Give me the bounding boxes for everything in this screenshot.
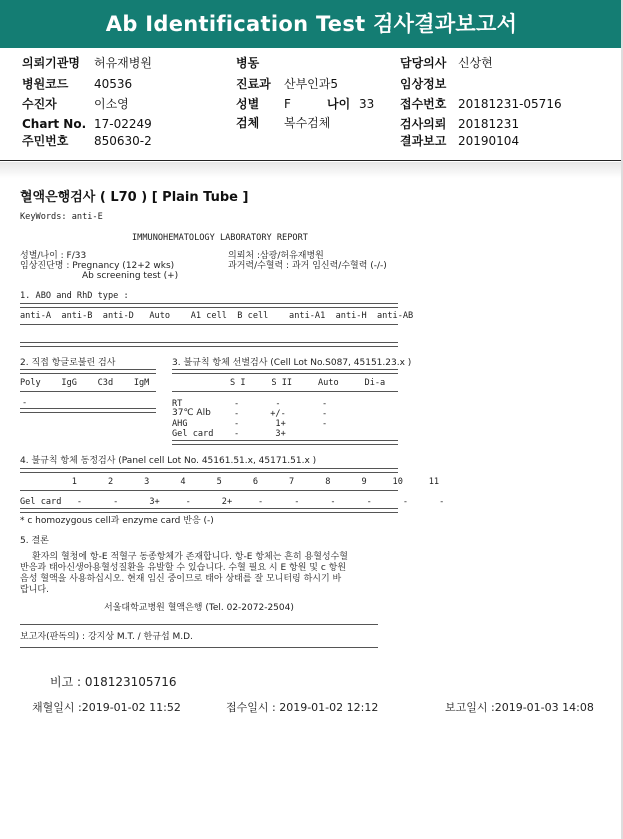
chart-label: Chart No. [22, 117, 87, 131]
screen-row-values: - +/- - [234, 409, 328, 419]
code-row [22, 77, 132, 91]
request-value: 20181231 [458, 117, 520, 131]
rrn-value: 850630-2 [94, 134, 152, 148]
receipt-value: 20181231-05716 [458, 97, 562, 111]
dat-bottom-rule [20, 408, 156, 413]
screen-row-label: RT [172, 399, 183, 409]
dept-label: 진료과 [236, 77, 271, 91]
panel-row: Gel card - - 3+ - 2+ - - - - - - [20, 497, 445, 507]
conclusion-line: 음성 혈액을 사용하십시오. 현재 임신 중이므로 태아 상태를 잘 모니터링 하시기 바 [20, 574, 342, 584]
hospital-value: 허유재병원 [94, 56, 152, 70]
chart-value: 17-02249 [94, 117, 152, 131]
request-label: 검사의뢰 [400, 117, 447, 131]
dat-header: Poly IgG C3d IgM [20, 378, 150, 388]
specimen-label: 검체 [236, 116, 260, 130]
screen-row-values: - 1+ - [234, 419, 328, 429]
dat-top-rule [20, 369, 156, 374]
diagnosis-text: 임상진단명 : Pregnancy (12+2 wks) [20, 261, 175, 271]
panel-mid-rule [20, 490, 398, 491]
rrn-label: 주민번호 [22, 134, 69, 148]
ward-row [236, 56, 284, 70]
header-divider [0, 160, 623, 161]
screen-row-values: - - - [234, 399, 328, 409]
rrn-row [22, 134, 152, 148]
dept-value: 산부인과5 [284, 77, 339, 91]
report-date-value: 20190104 [458, 134, 520, 148]
report-date-label: 결과보고 [400, 134, 447, 148]
screen-mid-rule [172, 391, 398, 392]
specimen-value: 복수검체 [284, 116, 331, 130]
screen-title: 3. 불규칙 항체 선별검사 (Cell Lot No.S087, 45151.23.x ) [172, 358, 412, 368]
abo-header: anti-A anti-B anti-D Auto A1 cell B cell anti-A1 anti-H anti-AB [20, 311, 414, 321]
code-label: 병원코드 [22, 77, 69, 91]
age-value: 33 [359, 97, 375, 111]
collector-label: 수진자 [22, 97, 57, 111]
receipt-label: 접수번호 [400, 97, 447, 111]
report-date-row [400, 134, 519, 148]
doctor-row [400, 56, 493, 70]
ab-screen-text: Ab screening test (+) [82, 271, 179, 281]
reported-time: 보고일시 :2019-01-03 14:08 [445, 701, 594, 714]
conclusion-line: 랍니다. [20, 585, 49, 595]
sex-age-row [236, 97, 374, 111]
sex-age-text: 성별/나이 : F/33 [20, 251, 87, 261]
code-value: 40536 [94, 77, 133, 91]
doctor-value: 신상현 [458, 56, 493, 70]
ward-label: 병동 [236, 56, 260, 70]
section-title: 혈액은행검사 ( L70 ) [ Plain Tube ] [20, 190, 249, 205]
sex-value: F [284, 97, 291, 111]
receipt-row [400, 97, 562, 111]
screen-row-label: AHG [172, 419, 188, 429]
blood-bank: 서울대학교병원 혈액은행 (Tel. 02-2072-2504) [104, 603, 294, 613]
screen-header: S I S II Auto Di-a [230, 378, 386, 388]
panel-top-rule [20, 468, 398, 473]
conclusion-title: 5. 결론 [20, 536, 49, 546]
dat-values: - [22, 398, 28, 408]
lab-title: IMMUNOHEMATOLOGY LABORATORY REPORT [132, 233, 308, 243]
history-text: 과거력/수혈력 : 과거 임신력/수혈력 (-/-) [228, 261, 387, 271]
requester-text: 의뢰처 :삼광/허유재병원 [228, 251, 324, 261]
abo-bottom-rule [20, 342, 398, 347]
panel-bottom-rule [20, 508, 398, 513]
panel-header: 1 2 3 4 5 6 7 8 9 10 11 [20, 477, 440, 487]
specimen-row [236, 116, 330, 130]
remark: 비고 : 018123105716 [50, 675, 177, 689]
screen-row-label: Gel card [172, 429, 214, 439]
keywords: KeyWords: anti-E [20, 212, 103, 222]
reporter-bottom-rule [20, 647, 378, 648]
screen-row-label: 37℃ Alb [172, 408, 211, 418]
abo-top-rule [20, 303, 398, 308]
received-time: 접수일시 : 2019-01-02 12:12 [226, 701, 379, 714]
conclusion-line: 반응과 태아신생아용혈성질환을 유발할 수 있습니다. 수혈 필요 시 E 항원 및 c 항원 [20, 563, 347, 573]
age-label: 나이 [327, 97, 351, 111]
abo-mid-rule [20, 324, 398, 325]
report-title: Ab Identification Test 검사결과보고서 [105, 12, 518, 36]
dept-row [236, 77, 338, 91]
report-banner [0, 0, 623, 48]
reporter-top-rule [20, 624, 378, 625]
collector-value: 이소영 [94, 97, 129, 111]
abo-title: 1. ABO and RhD type : [20, 291, 129, 301]
collector-row [22, 97, 129, 111]
dat-title: 2. 직접 항글로불린 검사 [20, 358, 116, 368]
hospital-label: 의뢰기관명 [22, 56, 80, 70]
reporter: 보고자(판독의) : 강지상 M.T. / 한규섭 M.D. [20, 632, 193, 642]
clinical-row [400, 77, 458, 91]
conclusion-line: 환자의 혈청에 항-E 적혈구 동종항체가 존재합니다. 항-E 항체는 흔히 용혈성수혈 [32, 552, 348, 562]
request-row [400, 117, 519, 131]
clinical-label: 임상정보 [400, 77, 447, 91]
header-shadow [0, 162, 623, 178]
doctor-label: 담당의사 [400, 56, 447, 70]
screen-bottom-rule [172, 440, 398, 445]
chart-row [22, 117, 152, 131]
hospital-row [22, 56, 152, 70]
screen-top-rule [172, 369, 398, 374]
collected-time: 채혈일시 :2019-01-02 11:52 [32, 701, 181, 714]
panel-title: 4. 불규칙 항체 동정검사 (Panel cell Lot No. 45161.51.x, 45171.51.x ) [20, 456, 317, 466]
dat-mid-rule [20, 391, 156, 392]
screen-row-values: - 3+ [234, 429, 286, 439]
sex-label: 성별 [236, 97, 260, 111]
panel-note: * c homozygous cell과 enzyme card 반응 (-) [20, 516, 214, 526]
